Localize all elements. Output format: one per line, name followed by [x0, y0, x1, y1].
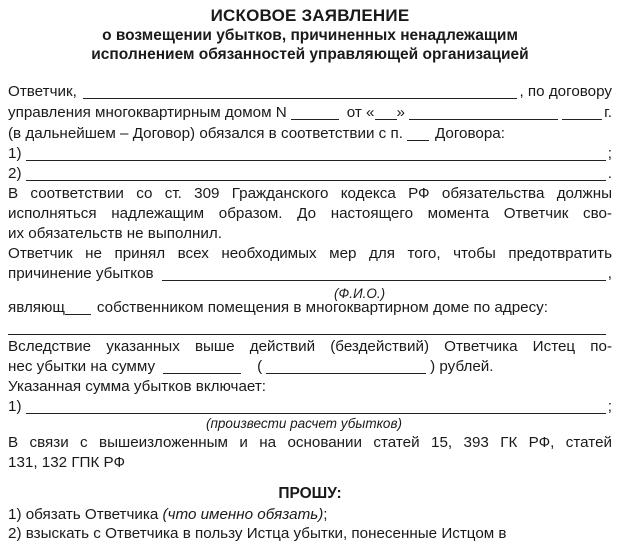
rub-suffix: ) рублей. — [430, 358, 494, 375]
request-1-italic: (что именно обязать) — [162, 506, 324, 523]
agreement-suffix: Договора: — [434, 125, 505, 142]
para2-line-2 — [8, 264, 612, 284]
item-2-period: . — [607, 165, 612, 182]
defendant-label: Ответчик, — [8, 83, 77, 100]
calc-1-field[interactable] — [26, 398, 606, 414]
document-subtitle-line-2: исполнением обязанностей управляющей организацией — [91, 46, 529, 63]
damage-prefix: причинение убытков — [8, 265, 154, 282]
item-1-number: 1) — [8, 145, 22, 162]
quote-close: » — [396, 104, 405, 121]
calc-caption: (произвести расчет убытков) — [206, 416, 402, 431]
document-title: ИСКОВОЕ ЗАЯВЛЕНИЕ — [210, 6, 410, 25]
para4-line-2: 131, 132 ГПК РФ — [8, 454, 126, 471]
contract-day-field[interactable] — [375, 104, 397, 120]
year-suffix: г. — [604, 104, 612, 121]
mgmt-prefix: управления многоквартирным домом N — [8, 104, 287, 121]
clause-number-field[interactable] — [407, 125, 429, 141]
para2-line-1: Ответчик не принял всех необходимых мер для того, чтобы предотвратить — [8, 245, 612, 262]
request-1-prefix: 1) обязать Ответчика — [8, 506, 159, 523]
owner-text: собственником помещения в многоквартирном доме по адресу: — [96, 299, 548, 316]
item-2-number: 2) — [8, 165, 22, 182]
fio-comma: , — [607, 265, 612, 282]
fio-caption: (Ф.И.О.) — [334, 286, 386, 301]
para3-line-1: Вследствие указанных выше действий (бездействий) Ответчика Истец по- — [8, 338, 612, 355]
owner-line — [8, 298, 612, 318]
request-heading: ПРОШУ: — [278, 485, 342, 502]
para4-line-1: В связи с вышеизложенным и на основании статей 15, 393 ГК РФ, статей — [8, 434, 612, 451]
request-1-suffix: ; — [323, 506, 328, 523]
para1-line-2: исполняться надлежащим образом. До настоящего момента Ответчик сво- — [8, 205, 612, 222]
contract-year-field[interactable] — [562, 104, 602, 120]
request-item-1 — [8, 505, 612, 525]
address-line — [8, 318, 612, 338]
owner-ending-field[interactable] — [65, 299, 91, 315]
fio-field[interactable] — [162, 265, 606, 281]
open-paren: ( — [257, 358, 263, 375]
agreement-text: (в дальнейшем – Договор) обязался в соответствии с п. — [8, 125, 403, 142]
address-field[interactable] — [8, 319, 606, 335]
document-subtitle-line-1: о возмещении убытков, причиненных ненадлежащим — [102, 27, 518, 44]
calc-item-number: 1) — [8, 398, 22, 415]
from-label: от « — [346, 104, 375, 121]
item-1-semicolon: ; — [607, 145, 612, 162]
sum-words-field[interactable] — [266, 358, 426, 374]
sum-includes: Указанная сумма убытков включает: — [8, 378, 267, 395]
contract-suffix: , по договору — [519, 83, 612, 100]
calc-item-semicolon: ; — [607, 398, 612, 415]
defendant-line — [8, 82, 612, 102]
sum-number-field[interactable] — [163, 358, 241, 374]
calc-item-1 — [8, 397, 612, 417]
sum-prefix: нес убытки на сумму — [8, 358, 156, 375]
para3-line-2 — [8, 357, 612, 377]
defendant-name-field[interactable] — [83, 83, 518, 99]
owner-prefix: являющ — [8, 299, 65, 316]
request-item-2: 2) взыскать с Ответчика в пользу Истца убытки, понесенные Истцом в — [8, 525, 507, 542]
para1-line-3: их обязательств не выполнил. — [8, 225, 222, 242]
contract-number-field[interactable] — [291, 104, 339, 120]
obligation-item-1 — [8, 144, 612, 164]
obligation-2-field[interactable] — [26, 165, 606, 181]
obligation-1-field[interactable] — [26, 145, 606, 161]
para1-line-1: В соответствии со ст. 309 Гражданского кодекса РФ обязательства должны — [8, 185, 612, 202]
contract-line — [8, 103, 612, 123]
obligation-item-2 — [8, 164, 612, 184]
agreement-line — [8, 124, 612, 144]
contract-month-field[interactable] — [409, 104, 558, 120]
